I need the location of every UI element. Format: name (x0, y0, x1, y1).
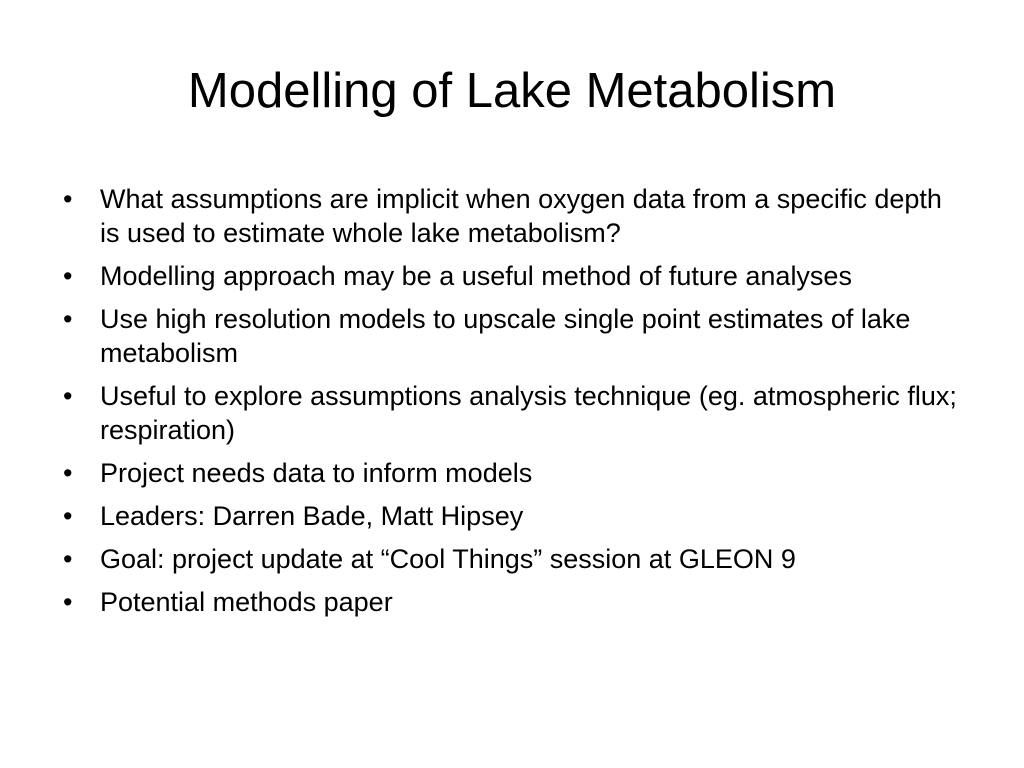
bullet-text: Goal: project update at “Cool Things” session at GLEON 9 (100, 544, 796, 574)
bullet-text: What assumptions are implicit when oxygen data from a specific depth is used to estimate whole lake metabolism? (100, 184, 942, 248)
bullet-text: Leaders: Darren Bade, Matt Hipsey (100, 501, 524, 531)
bullet-text: Potential methods paper (100, 587, 393, 617)
bullet-text: Project needs data to inform models (100, 458, 533, 488)
bullet-item (60, 259, 960, 293)
bullet-text: Useful to explore assumptions analysis technique (eg. atmospheric flux; respiration) (100, 381, 957, 445)
bullet-item (60, 379, 960, 447)
bullet-item (60, 302, 960, 370)
bullet-item (60, 182, 960, 250)
bullet-text: Use high resolution models to upscale single point estimates of lake metabolism (100, 304, 911, 368)
slide-title: Modelling of Lake Metabolism (187, 64, 837, 118)
bullet-item (60, 499, 960, 533)
bullet-dot-icon: • (63, 587, 73, 617)
bullet-text: Modelling approach may be a useful method of future analyses (100, 261, 852, 291)
bullet-dot-icon: • (63, 381, 73, 411)
bullet-dot-icon: • (63, 184, 73, 214)
bullet-list (60, 182, 960, 628)
bullet-dot-icon: • (63, 544, 73, 574)
bullet-dot-icon: • (63, 261, 73, 291)
bullet-item (60, 585, 960, 619)
bullet-dot-icon: • (63, 458, 73, 488)
bullet-dot-icon: • (63, 501, 73, 531)
bullet-item (60, 542, 960, 576)
bullet-item (60, 456, 960, 490)
bullet-dot-icon: • (63, 304, 73, 334)
